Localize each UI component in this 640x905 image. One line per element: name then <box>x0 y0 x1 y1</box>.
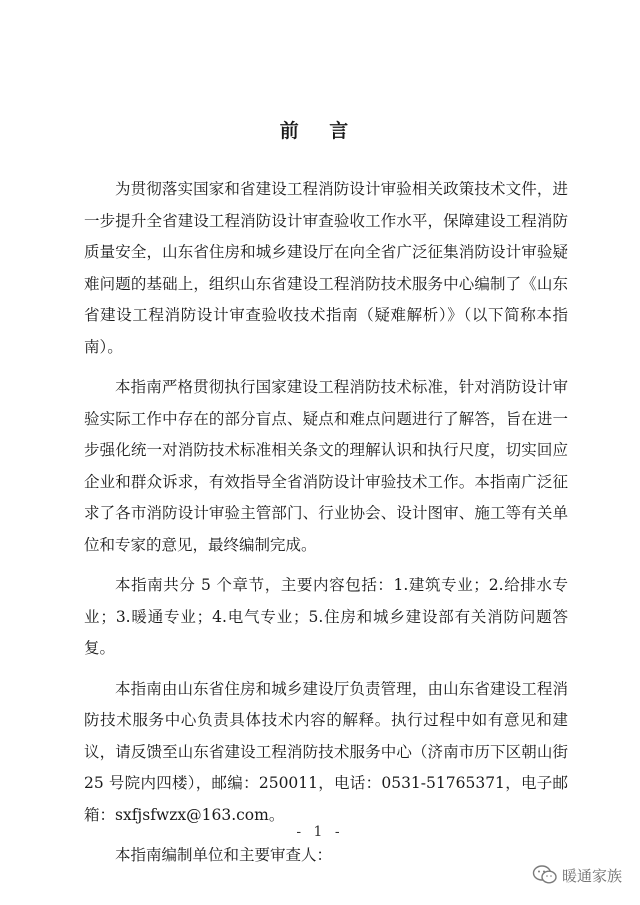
page-title: 前 言 <box>279 120 361 142</box>
body-text <box>84 174 568 881</box>
watermark <box>532 864 622 886</box>
paragraph-intro: 为贯彻落实国家和省建设工程消防设计审验相关政策技术文件，进一步提升全省建设工程消防设计审查验收工作水平，保障建设工程消防质量安全，山东省住房和城乡建设厅在向全省广泛征集消防设计审验疑难问题的基础上，组织山东省建设工程消防技术服务中心编制了《山东省建设工程消防设计审查验收技术指南（疑难解析）》（以下简称本指南）。 <box>84 180 568 356</box>
watermark-text: 暖通家族 <box>561 866 622 885</box>
wechat-icon <box>532 864 558 886</box>
paragraph-reviewers: 本指南编制单位和主要审查人： <box>115 846 333 864</box>
paragraph-purpose: 本指南严格贯彻执行国家建设工程消防技术标准，针对消防设计审验实际工作中存在的部分盲点、疑点和难点问题进行了解答，旨在进一步强化统一对消防技术标准相关条文的理解认识和执行尺度，切实回应企业和群众诉求，有效指导全省消防设计审验技术工作。本指南广泛征求了各市消防设计审验主管部门、行业协会、设计图审、施工等有关单位和专家的意见，最终编制完成。 <box>84 378 568 554</box>
page-number: - 1 - <box>296 824 344 840</box>
paragraph-chapters: 本指南共分 5 个章节，主要内容包括：1.建筑专业；2.给排水专业；3.暖通专业；4.电气专业；5.住房和城乡建设部有关消防问题答复。 <box>84 576 568 657</box>
paragraph-contact: 本指南由山东省住房和城乡建设厅负责管理，由山东省建设工程消防技术服务中心负责具体技术内容的解释。执行过程中如有意见和建议，请反馈至山东省建设工程消防技术服务中心（济南市历下区朝山街 25 号院内四楼），邮编：250011，电话：0531-51765371，电子邮箱：sxfjsfwzx@163.com。 <box>84 679 568 824</box>
